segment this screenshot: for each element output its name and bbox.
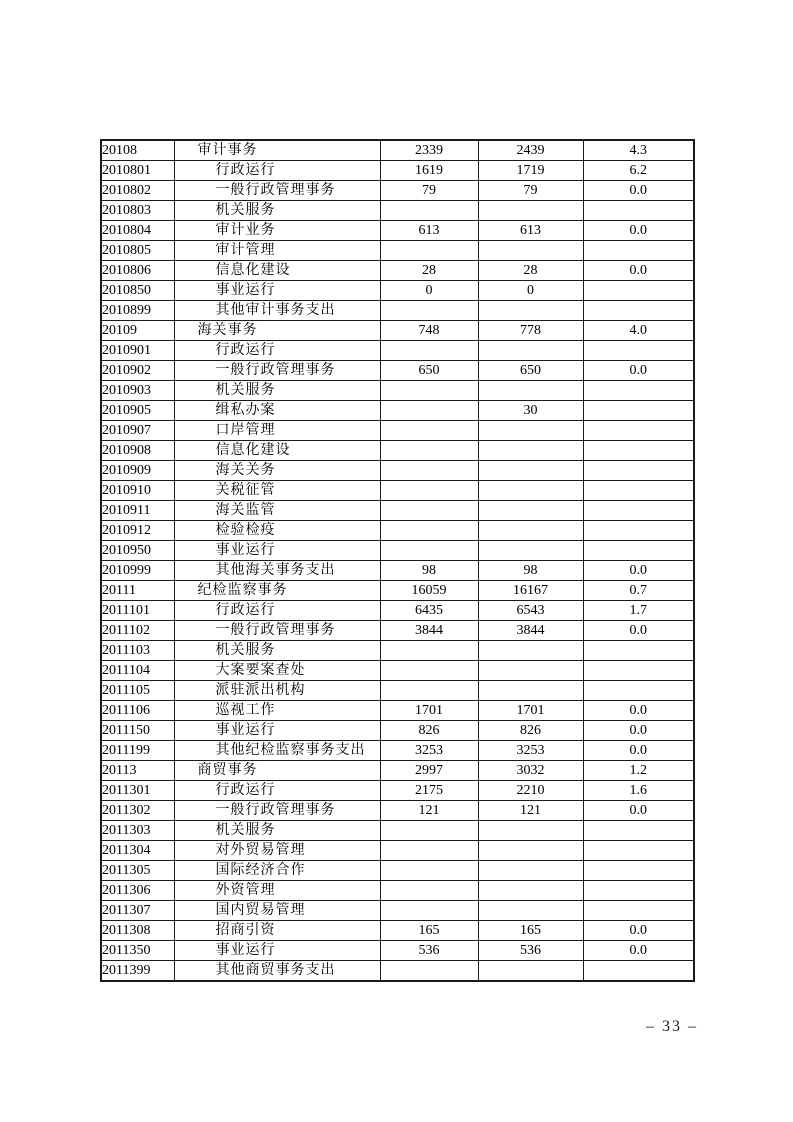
amount-col3-cell — [583, 301, 694, 321]
table-row — [101, 901, 694, 921]
budget-item-name-cell: 外资管理 — [174, 881, 380, 901]
amount-col2-cell — [478, 841, 583, 861]
amount-col3-cell — [583, 401, 694, 421]
table-row — [101, 961, 694, 982]
budget-code-cell: 2011302 — [101, 801, 174, 821]
budget-code-cell: 2011303 — [101, 821, 174, 841]
amount-col3-cell: 0.0 — [583, 561, 694, 581]
amount-col3-cell — [583, 641, 694, 661]
amount-col3-cell: 0.0 — [583, 921, 694, 941]
budget-code-cell: 20109 — [101, 321, 174, 341]
budget-item-name-cell: 一般行政管理事务 — [174, 361, 380, 381]
table-row — [101, 821, 694, 841]
budget-code-cell: 2011103 — [101, 641, 174, 661]
amount-col1-cell: 2997 — [380, 761, 478, 781]
amount-col1-cell: 0 — [380, 281, 478, 301]
table-row — [101, 461, 694, 481]
amount-col3-cell — [583, 881, 694, 901]
budget-item-name-cell: 纪检监察事务 — [174, 581, 380, 601]
amount-col3-cell — [583, 241, 694, 261]
budget-item-name-cell: 其他商贸事务支出 — [174, 961, 380, 982]
budget-item-name-cell: 事业运行 — [174, 721, 380, 741]
budget-code-cell: 2011399 — [101, 961, 174, 982]
amount-col2-cell — [478, 481, 583, 501]
amount-col3-cell — [583, 901, 694, 921]
amount-col3-cell: 1.7 — [583, 601, 694, 621]
budget-code-cell: 2010901 — [101, 341, 174, 361]
budget-item-name-cell: 招商引资 — [174, 921, 380, 941]
table-row — [101, 621, 694, 641]
amount-col1-cell — [380, 381, 478, 401]
table-row — [101, 601, 694, 621]
budget-item-name-cell: 海关监管 — [174, 501, 380, 521]
amount-col1-cell — [380, 821, 478, 841]
amount-col3-cell — [583, 541, 694, 561]
amount-col1-cell: 536 — [380, 941, 478, 961]
budget-item-name-cell: 信息化建设 — [174, 261, 380, 281]
budget-code-cell: 2010911 — [101, 501, 174, 521]
amount-col3-cell: 0.0 — [583, 261, 694, 281]
amount-col1-cell: 3253 — [380, 741, 478, 761]
amount-col3-cell: 1.2 — [583, 761, 694, 781]
table-row — [101, 781, 694, 801]
budget-item-name-cell: 信息化建设 — [174, 441, 380, 461]
amount-col3-cell — [583, 661, 694, 681]
amount-col1-cell: 3844 — [380, 621, 478, 641]
budget-code-cell: 20111 — [101, 581, 174, 601]
amount-col2-cell — [478, 461, 583, 481]
page-number: – 33 – — [646, 1018, 698, 1035]
amount-col2-cell: 79 — [478, 181, 583, 201]
amount-col3-cell: 0.0 — [583, 181, 694, 201]
budget-item-name-cell: 审计管理 — [174, 241, 380, 261]
budget-item-name-cell: 审计业务 — [174, 221, 380, 241]
table-row — [101, 541, 694, 561]
amount-col3-cell: 6.2 — [583, 161, 694, 181]
amount-col1-cell: 1701 — [380, 701, 478, 721]
budget-item-name-cell: 口岸管理 — [174, 421, 380, 441]
amount-col2-cell — [478, 881, 583, 901]
amount-col2-cell — [478, 501, 583, 521]
amount-col2-cell: 0 — [478, 281, 583, 301]
amount-col2-cell — [478, 301, 583, 321]
budget-code-cell: 2010801 — [101, 161, 174, 181]
amount-col2-cell: 16167 — [478, 581, 583, 601]
amount-col3-cell — [583, 381, 694, 401]
budget-code-cell: 2011305 — [101, 861, 174, 881]
table-row — [101, 221, 694, 241]
amount-col2-cell — [478, 861, 583, 881]
budget-item-name-cell: 审计事务 — [174, 140, 380, 161]
amount-col3-cell — [583, 201, 694, 221]
budget-table-body — [101, 140, 694, 981]
budget-item-name-cell: 对外贸易管理 — [174, 841, 380, 861]
budget-code-cell: 2010907 — [101, 421, 174, 441]
amount-col1-cell: 121 — [380, 801, 478, 821]
amount-col1-cell: 826 — [380, 721, 478, 741]
amount-col1-cell — [380, 841, 478, 861]
amount-col1-cell: 6435 — [380, 601, 478, 621]
table-row — [101, 181, 694, 201]
amount-col3-cell: 0.0 — [583, 721, 694, 741]
table-row — [101, 441, 694, 461]
amount-col3-cell: 4.3 — [583, 140, 694, 161]
budget-code-cell: 2011199 — [101, 741, 174, 761]
amount-col1-cell — [380, 901, 478, 921]
amount-col1-cell: 650 — [380, 361, 478, 381]
amount-col3-cell: 0.0 — [583, 941, 694, 961]
budget-item-name-cell: 大案要案查处 — [174, 661, 380, 681]
budget-code-cell: 2011150 — [101, 721, 174, 741]
budget-item-name-cell: 事业运行 — [174, 541, 380, 561]
table-row — [101, 861, 694, 881]
amount-col2-cell: 778 — [478, 321, 583, 341]
budget-item-name-cell: 事业运行 — [174, 281, 380, 301]
table-row — [101, 741, 694, 761]
budget-code-cell: 2010903 — [101, 381, 174, 401]
amount-col1-cell — [380, 241, 478, 261]
table-row — [101, 681, 694, 701]
amount-col1-cell — [380, 881, 478, 901]
budget-item-name-cell: 商贸事务 — [174, 761, 380, 781]
table-row — [101, 761, 694, 781]
table-row — [101, 201, 694, 221]
table-row — [101, 140, 694, 161]
budget-code-cell: 20108 — [101, 140, 174, 161]
budget-item-name-cell: 其他纪检监察事务支出 — [174, 741, 380, 761]
amount-col2-cell: 536 — [478, 941, 583, 961]
budget-item-name-cell: 海关关务 — [174, 461, 380, 481]
amount-col1-cell: 613 — [380, 221, 478, 241]
amount-col3-cell — [583, 281, 694, 301]
amount-col2-cell — [478, 661, 583, 681]
budget-item-name-cell: 关税征管 — [174, 481, 380, 501]
amount-col2-cell: 28 — [478, 261, 583, 281]
amount-col3-cell: 0.7 — [583, 581, 694, 601]
budget-code-cell: 20113 — [101, 761, 174, 781]
amount-col1-cell: 2339 — [380, 140, 478, 161]
budget-code-cell: 2011307 — [101, 901, 174, 921]
amount-col2-cell: 165 — [478, 921, 583, 941]
amount-col1-cell — [380, 341, 478, 361]
amount-col1-cell — [380, 661, 478, 681]
amount-col2-cell: 2210 — [478, 781, 583, 801]
table-row — [101, 661, 694, 681]
amount-col2-cell — [478, 421, 583, 441]
table-row — [101, 561, 694, 581]
amount-col2-cell: 1719 — [478, 161, 583, 181]
amount-col1-cell — [380, 301, 478, 321]
budget-table — [100, 139, 695, 982]
amount-col1-cell — [380, 421, 478, 441]
budget-code-cell: 2010803 — [101, 201, 174, 221]
amount-col3-cell: 4.0 — [583, 321, 694, 341]
table-row — [101, 241, 694, 261]
amount-col2-cell — [478, 541, 583, 561]
table-row — [101, 521, 694, 541]
table-row — [101, 421, 694, 441]
budget-code-cell: 2010805 — [101, 241, 174, 261]
budget-code-cell: 2011301 — [101, 781, 174, 801]
table-row — [101, 581, 694, 601]
amount-col1-cell: 2175 — [380, 781, 478, 801]
budget-code-cell: 2010804 — [101, 221, 174, 241]
amount-col2-cell: 121 — [478, 801, 583, 821]
amount-col1-cell: 165 — [380, 921, 478, 941]
amount-col2-cell — [478, 641, 583, 661]
amount-col3-cell — [583, 681, 694, 701]
amount-col2-cell: 3032 — [478, 761, 583, 781]
budget-item-name-cell: 国内贸易管理 — [174, 901, 380, 921]
budget-code-cell: 2010908 — [101, 441, 174, 461]
amount-col1-cell — [380, 401, 478, 421]
amount-col1-cell: 16059 — [380, 581, 478, 601]
table-row — [101, 501, 694, 521]
table-row — [101, 841, 694, 861]
budget-item-name-cell: 机关服务 — [174, 381, 380, 401]
amount-col1-cell — [380, 641, 478, 661]
amount-col3-cell — [583, 421, 694, 441]
amount-col3-cell: 0.0 — [583, 701, 694, 721]
table-row — [101, 261, 694, 281]
table-row — [101, 321, 694, 341]
amount-col2-cell: 3253 — [478, 741, 583, 761]
amount-col2-cell: 826 — [478, 721, 583, 741]
amount-col2-cell — [478, 201, 583, 221]
amount-col3-cell — [583, 341, 694, 361]
budget-code-cell: 2011101 — [101, 601, 174, 621]
amount-col1-cell — [380, 861, 478, 881]
amount-col2-cell: 3844 — [478, 621, 583, 641]
amount-col1-cell: 28 — [380, 261, 478, 281]
budget-item-name-cell: 一般行政管理事务 — [174, 621, 380, 641]
amount-col2-cell: 98 — [478, 561, 583, 581]
amount-col1-cell — [380, 201, 478, 221]
budget-code-cell: 2011102 — [101, 621, 174, 641]
amount-col2-cell: 2439 — [478, 140, 583, 161]
amount-col3-cell — [583, 461, 694, 481]
amount-col1-cell: 1619 — [380, 161, 478, 181]
budget-item-name-cell: 一般行政管理事务 — [174, 801, 380, 821]
budget-code-cell: 2010806 — [101, 261, 174, 281]
amount-col3-cell — [583, 441, 694, 461]
amount-col2-cell — [478, 681, 583, 701]
table-row — [101, 381, 694, 401]
amount-col1-cell — [380, 441, 478, 461]
budget-item-name-cell: 机关服务 — [174, 201, 380, 221]
table-row — [101, 361, 694, 381]
amount-col1-cell — [380, 521, 478, 541]
amount-col1-cell: 748 — [380, 321, 478, 341]
budget-code-cell: 2011105 — [101, 681, 174, 701]
budget-code-cell: 2010999 — [101, 561, 174, 581]
amount-col3-cell — [583, 861, 694, 881]
table-row — [101, 301, 694, 321]
amount-col1-cell — [380, 501, 478, 521]
table-row — [101, 281, 694, 301]
budget-code-cell: 2011104 — [101, 661, 174, 681]
amount-col1-cell — [380, 681, 478, 701]
budget-code-cell: 2010802 — [101, 181, 174, 201]
table-row — [101, 641, 694, 661]
table-row — [101, 401, 694, 421]
amount-col3-cell — [583, 501, 694, 521]
amount-col2-cell: 6543 — [478, 601, 583, 621]
budget-item-name-cell: 其他审计事务支出 — [174, 301, 380, 321]
budget-item-name-cell: 行政运行 — [174, 601, 380, 621]
budget-code-cell: 2011304 — [101, 841, 174, 861]
amount-col1-cell — [380, 461, 478, 481]
amount-col3-cell — [583, 481, 694, 501]
table-row — [101, 921, 694, 941]
table-row — [101, 341, 694, 361]
budget-code-cell: 2010850 — [101, 281, 174, 301]
table-row — [101, 161, 694, 181]
budget-item-name-cell: 海关事务 — [174, 321, 380, 341]
budget-item-name-cell: 其他海关事务支出 — [174, 561, 380, 581]
budget-item-name-cell: 事业运行 — [174, 941, 380, 961]
table-row — [101, 941, 694, 961]
table-row — [101, 721, 694, 741]
budget-code-cell: 2010910 — [101, 481, 174, 501]
amount-col3-cell — [583, 961, 694, 982]
amount-col2-cell — [478, 521, 583, 541]
amount-col3-cell: 0.0 — [583, 801, 694, 821]
amount-col3-cell — [583, 841, 694, 861]
budget-code-cell: 2011306 — [101, 881, 174, 901]
amount-col2-cell — [478, 381, 583, 401]
amount-col2-cell — [478, 241, 583, 261]
budget-code-cell: 2010909 — [101, 461, 174, 481]
budget-code-cell: 2011350 — [101, 941, 174, 961]
amount-col3-cell: 0.0 — [583, 221, 694, 241]
amount-col1-cell — [380, 541, 478, 561]
budget-item-name-cell: 检验检疫 — [174, 521, 380, 541]
amount-col3-cell: 0.0 — [583, 361, 694, 381]
amount-col2-cell — [478, 901, 583, 921]
table-row — [101, 481, 694, 501]
table-row — [101, 701, 694, 721]
amount-col3-cell — [583, 821, 694, 841]
amount-col2-cell: 613 — [478, 221, 583, 241]
budget-code-cell: 2010899 — [101, 301, 174, 321]
amount-col1-cell — [380, 961, 478, 982]
amount-col2-cell — [478, 821, 583, 841]
budget-item-name-cell: 派驻派出机构 — [174, 681, 380, 701]
budget-code-cell: 2011106 — [101, 701, 174, 721]
budget-code-cell: 2010902 — [101, 361, 174, 381]
amount-col3-cell — [583, 521, 694, 541]
amount-col2-cell — [478, 441, 583, 461]
amount-col1-cell: 79 — [380, 181, 478, 201]
budget-item-name-cell: 行政运行 — [174, 341, 380, 361]
table-row — [101, 881, 694, 901]
amount-col2-cell — [478, 341, 583, 361]
budget-item-name-cell: 机关服务 — [174, 821, 380, 841]
budget-code-cell: 2010912 — [101, 521, 174, 541]
budget-item-name-cell: 缉私办案 — [174, 401, 380, 421]
amount-col2-cell: 30 — [478, 401, 583, 421]
budget-code-cell: 2010950 — [101, 541, 174, 561]
amount-col2-cell — [478, 961, 583, 982]
amount-col1-cell — [380, 481, 478, 501]
budget-code-cell: 2011308 — [101, 921, 174, 941]
amount-col1-cell: 98 — [380, 561, 478, 581]
amount-col2-cell: 1701 — [478, 701, 583, 721]
amount-col2-cell: 650 — [478, 361, 583, 381]
budget-item-name-cell: 行政运行 — [174, 781, 380, 801]
budget-code-cell: 2010905 — [101, 401, 174, 421]
budget-item-name-cell: 巡视工作 — [174, 701, 380, 721]
budget-item-name-cell: 一般行政管理事务 — [174, 181, 380, 201]
amount-col3-cell: 0.0 — [583, 621, 694, 641]
amount-col3-cell: 1.6 — [583, 781, 694, 801]
table-row — [101, 801, 694, 821]
budget-item-name-cell: 行政运行 — [174, 161, 380, 181]
amount-col3-cell: 0.0 — [583, 741, 694, 761]
budget-item-name-cell: 机关服务 — [174, 641, 380, 661]
budget-item-name-cell: 国际经济合作 — [174, 861, 380, 881]
